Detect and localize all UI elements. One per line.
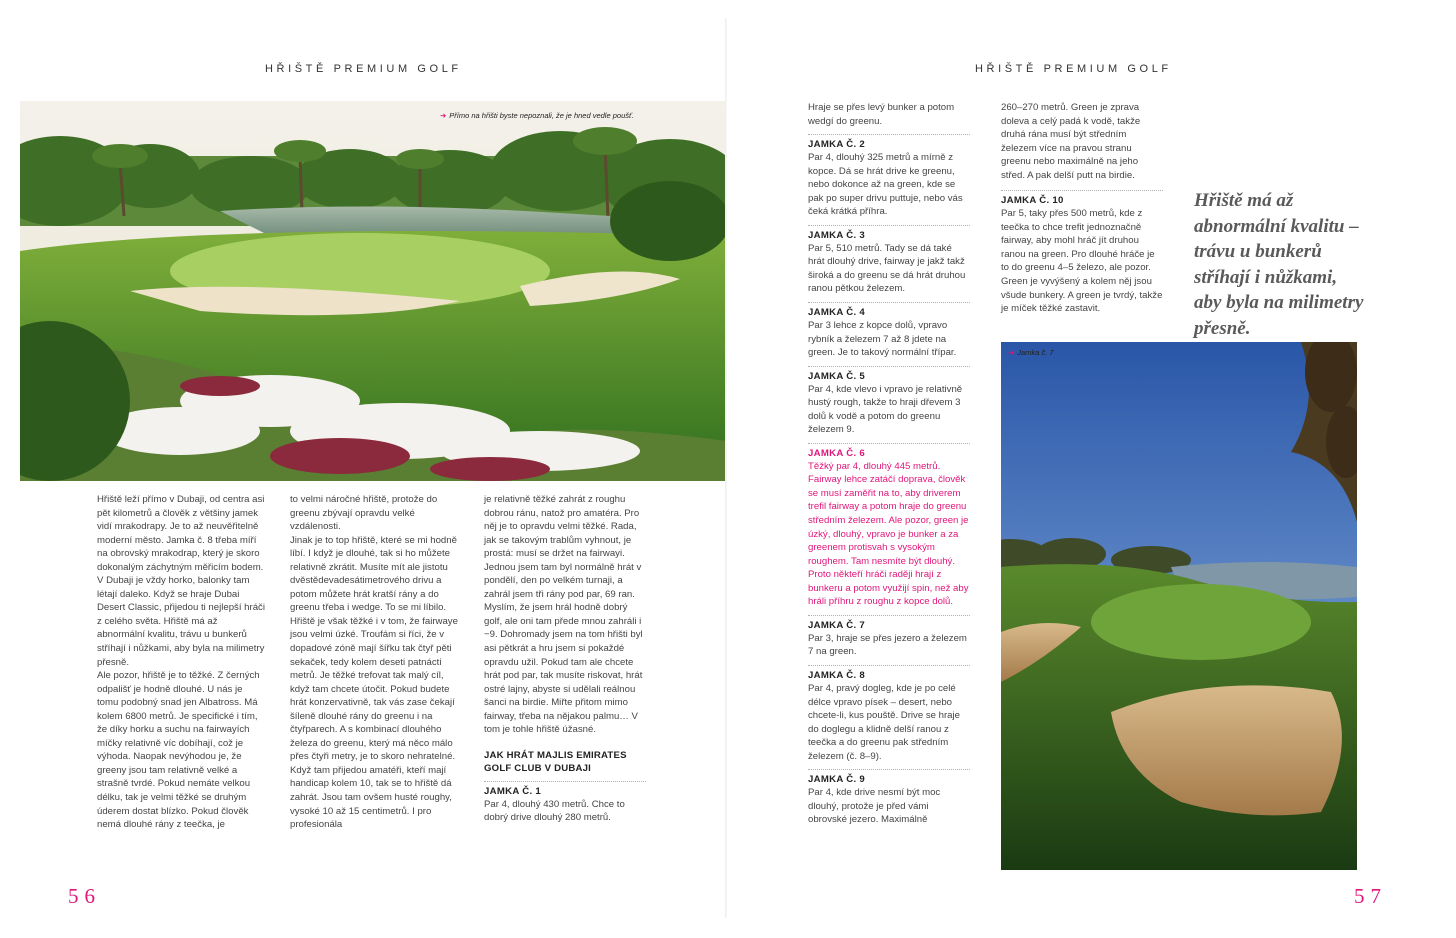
hole-title: JAMKA Č. 9 — [808, 774, 866, 786]
caption-arrow-icon: ➜ — [440, 111, 447, 120]
hole-text: Par 5, 510 metrů. Tady se dá také hrát dlouhý drive, fairway je jakž takž široká a do greenu se dá hrát druhou ranou pětkou železem. — [808, 242, 966, 295]
spread-gutter — [725, 18, 727, 918]
paragraph: je relativně těžké zahrát z roughu dobrou ránu, natož pro amatéra. Pro něj je to opravdu velmi těžké. Rada, jak se takovým trablům vyhnout, je prostá: musí se držet na fairwayi. — [484, 494, 640, 560]
hole-title: JAMKA Č. 7 — [808, 619, 866, 631]
hole-text: Těžký par 4, dlouhý 445 metrů. Fairway lehce zatáčí doprava, člověk se musí zaměřit na to, aby driverem trefil fairway a potom hraje do greenu středním železem. Ale pozor, green je úzký, dlouhý, vpravo je bunker a za greenem protisvah s vysokým roughem. Tam nesmíte být dlouhý. Proto někteří hráči raději hrají z bunkeru a potom využijí spin, než aby hráli příhru z roughu z kopce dolů. — [808, 460, 969, 608]
hole-7-photo-caption — [1008, 348, 1054, 357]
running-head-left: HŘIŠTĚ PREMIUM GOLF — [265, 63, 462, 75]
paragraph: V Dubaji je vždy horko, balonky tam létají daleko. Když se hraje Dubai Desert Classic, přijedou ti nejlepší hráči z celého světa. Hřiště má až abnormální kvalitu, trávu u bunkerů stříhají i nůžkami, aby byla na milimetry přesně. — [97, 575, 265, 668]
hole-text: Par 4, kde drive nesmí být moc dlouhý, protože je před vámi obrovské jezero. Maximálně — [808, 787, 941, 826]
paragraph: Když tam přijedou amatéři, kteří mají handicap kolem 10, tak se to hřiště dá zahrát. Jsou tam ovšem husté roughy, vysoké 10 až 15 centimetrů. I pro profesionála — [290, 764, 452, 831]
pull-quote: Hřiště má až abnormální kvalitu – trávu u bunkerů stříhají i nůžkami, aby byla na milimetry přesně. — [1194, 190, 1364, 339]
running-head-right: HŘIŠTĚ PREMIUM GOLF — [975, 63, 1172, 75]
hole-title: JAMKA Č. 1 — [484, 785, 542, 797]
hole-title: JAMKA Č. 3 — [808, 229, 866, 241]
hole-title: JAMKA Č. 6 — [808, 447, 866, 459]
hole-5 — [808, 366, 970, 437]
hole-text: Par 4, dlouhý 325 metrů a mírně z kopce. Dá se hrát drive ke greenu, nebo dokonce až na green, kde se pak po super drivu puttuje, nebo vás čeká krátká příhra. — [808, 152, 963, 218]
paragraph: to velmi náročné hřiště, protože do greenu zbývají opravdu velké vzdálenosti. — [290, 494, 438, 533]
hole-text: Par 4, pravý dogleg, kde je po celé délce vpravo písek – desert, nebo chcete-li, kus pouště. Drive se hraje do doglegu a klidně delší ranou z teečka a do greenu pak středním železem (č. 8–9). — [808, 682, 960, 762]
article-column-5 — [1001, 101, 1163, 316]
hole-title: JAMKA Č. 5 — [808, 370, 866, 382]
paragraph: Ale pozor, hřiště je to těžké. Z černých odpališť je hodně dlouhé. U nás je tomu podobný snad jen Albatross. Má kolem 6800 metrů. Je specifické i tím, že díky horku a suchu na fairwayích míčky relativně víc dobíhají, což je výhoda. Naopak nevýhodou je, že greeny jsou tam relativně velké a strašně tvrdé. Pokud nemáte velkou délku, tak je velmi těžké se druhým úderem dostat blízko. Pokud člověk nemá dlouhé rány z teečka, je — [97, 670, 260, 831]
paragraph: Hraje se přes levý bunker a potom wedgí do greenu. — [808, 102, 955, 127]
article-column-1 — [97, 493, 265, 832]
main-course-photo — [20, 101, 726, 481]
article-column-4 — [808, 101, 970, 827]
hole-title: JAMKA Č. 10 — [1001, 195, 1064, 207]
hole-7-photo — [1001, 342, 1357, 870]
hole-9 — [808, 769, 970, 827]
hole-4 — [808, 302, 970, 360]
hole-7 — [808, 615, 970, 659]
paragraph: 260–270 metrů. Green je zprava doleva a celý padá k vodě, takže druhá rána musí být středním železem více na pravou stranu greenu nebo maximálně na jeho střed. A pak delší putt na birdie. — [1001, 102, 1141, 181]
hole-2 — [808, 134, 970, 219]
paragraph: Hřiště leží přímo v Dubaji, od centra asi pět kilometrů a člověk z většiny jamek vidí mrakodrapy. Je to až neuvěřitelně moderní město. Jamka č. 8 třeba míří na obrovský mrakodrap, který je skoro dokonalým záchytným měřicím bodem. — [97, 494, 265, 573]
hole-title: JAMKA Č. 2 — [808, 139, 866, 151]
hole-6 — [808, 443, 970, 609]
hole-text: Par 3, hraje se přes jezero a železem 7 na green. — [808, 632, 967, 658]
hole-3 — [808, 225, 970, 296]
paragraph: Jinak je to top hřiště, které se mi hodně líbí. I když je dlouhé, tak si ho můžete relativně zkrátit. Musíte mít ale jistotu dvěstědevadesátimetrového drivu a potom můžete hrát kratší rány a do greenu třeba i wedge. To se mi líbilo. Hřiště je však těžké i v tom, že fairwaye jsou velmi úzké. Troufám si říci, že v dopadové zóně mají šířku tak čtyř pěti sekaček, tedy kolem deseti patnácti metrů. Je těžké trefovat tak malý cíl, když tam chcete útočit. Pokud budete hrát konzervativně, tak vás zase čekají šíleně dlouhé rány do greenu i na čtyřparech. A s kombinací dlouhého železa do greenu, který má něco málo přes čtyři metry, je to skoro nehratelné. — [290, 534, 458, 763]
paragraph: Jednou jsem tam byl normálně hrát v pondělí, den po velkém turnaji, a zahrál jsem tři rány pod par, 69 ran. Myslím, že jsem hrál hodně dobrý golf, ale oni tam přede mnou zahráli i −9. Dohromady jsem na tom hřišti byl asi pětkrát a hru jsem si pokaždé opravdu užil. Pokud tam ale chcete hrát pod par, tak musíte riskovat, hrát ostré lajny, abyste si udělali reálnou šanci na birdie. Miřte přitom mimo fairway, třeba na nějakou palmu… V tom je tohle hřiště úžasné. — [484, 561, 643, 736]
main-photo-caption — [440, 111, 634, 120]
caption-arrow-icon: ➜ — [1008, 348, 1015, 357]
main-photo-caption-text: Přímo na hřišti byste nepoznali, že je hned vedle poušť. — [449, 111, 634, 120]
hole-10 — [1001, 190, 1163, 315]
hole-text: Par 5, taky přes 500 metrů, kde z teečka to chce trefit jednoznačně fairway, aby mohl hráč jít druhou ranou na green. Pro dlouhé hráče je to do greenu 4–5 železo, ale pozor. Green je vyvýšený a kolem něj jsou všude bunkery. A green je tvrdý, takže je míček těžké zastavit. — [1001, 208, 1163, 315]
hole-title: JAMKA Č. 8 — [808, 669, 866, 681]
page-number-left: 56 — [68, 884, 101, 908]
section-heading: JAK HRÁT MAJLIS EMIRATES GOLF CLUB V DUBAJI — [484, 749, 627, 774]
hole-title: JAMKA Č. 4 — [808, 307, 866, 319]
hole-7-photo-caption-text: Jamka č. 7 — [1017, 348, 1054, 357]
page-number-right: 57 — [1354, 884, 1387, 908]
left-page — [0, 0, 727, 938]
article-column-3 — [484, 493, 646, 825]
hole-8 — [808, 665, 970, 763]
hole-text: Par 4, kde vlevo i vpravo je relativně hustý rough, takže to hraji dřevem 3 dolů k vodě a potom do greenu železem 9. — [808, 383, 963, 436]
hole-1 — [484, 781, 646, 825]
article-column-2 — [290, 493, 458, 832]
hole-text: Par 3 lehce z kopce dolů, vpravo rybník a železem 7 až 8 jdete na green. Je to takový normální třípar. — [808, 320, 957, 359]
hole-text: Par 4, dlouhý 430 metrů. Chce to dobrý drive dlouhý 280 metrů. — [484, 798, 625, 824]
